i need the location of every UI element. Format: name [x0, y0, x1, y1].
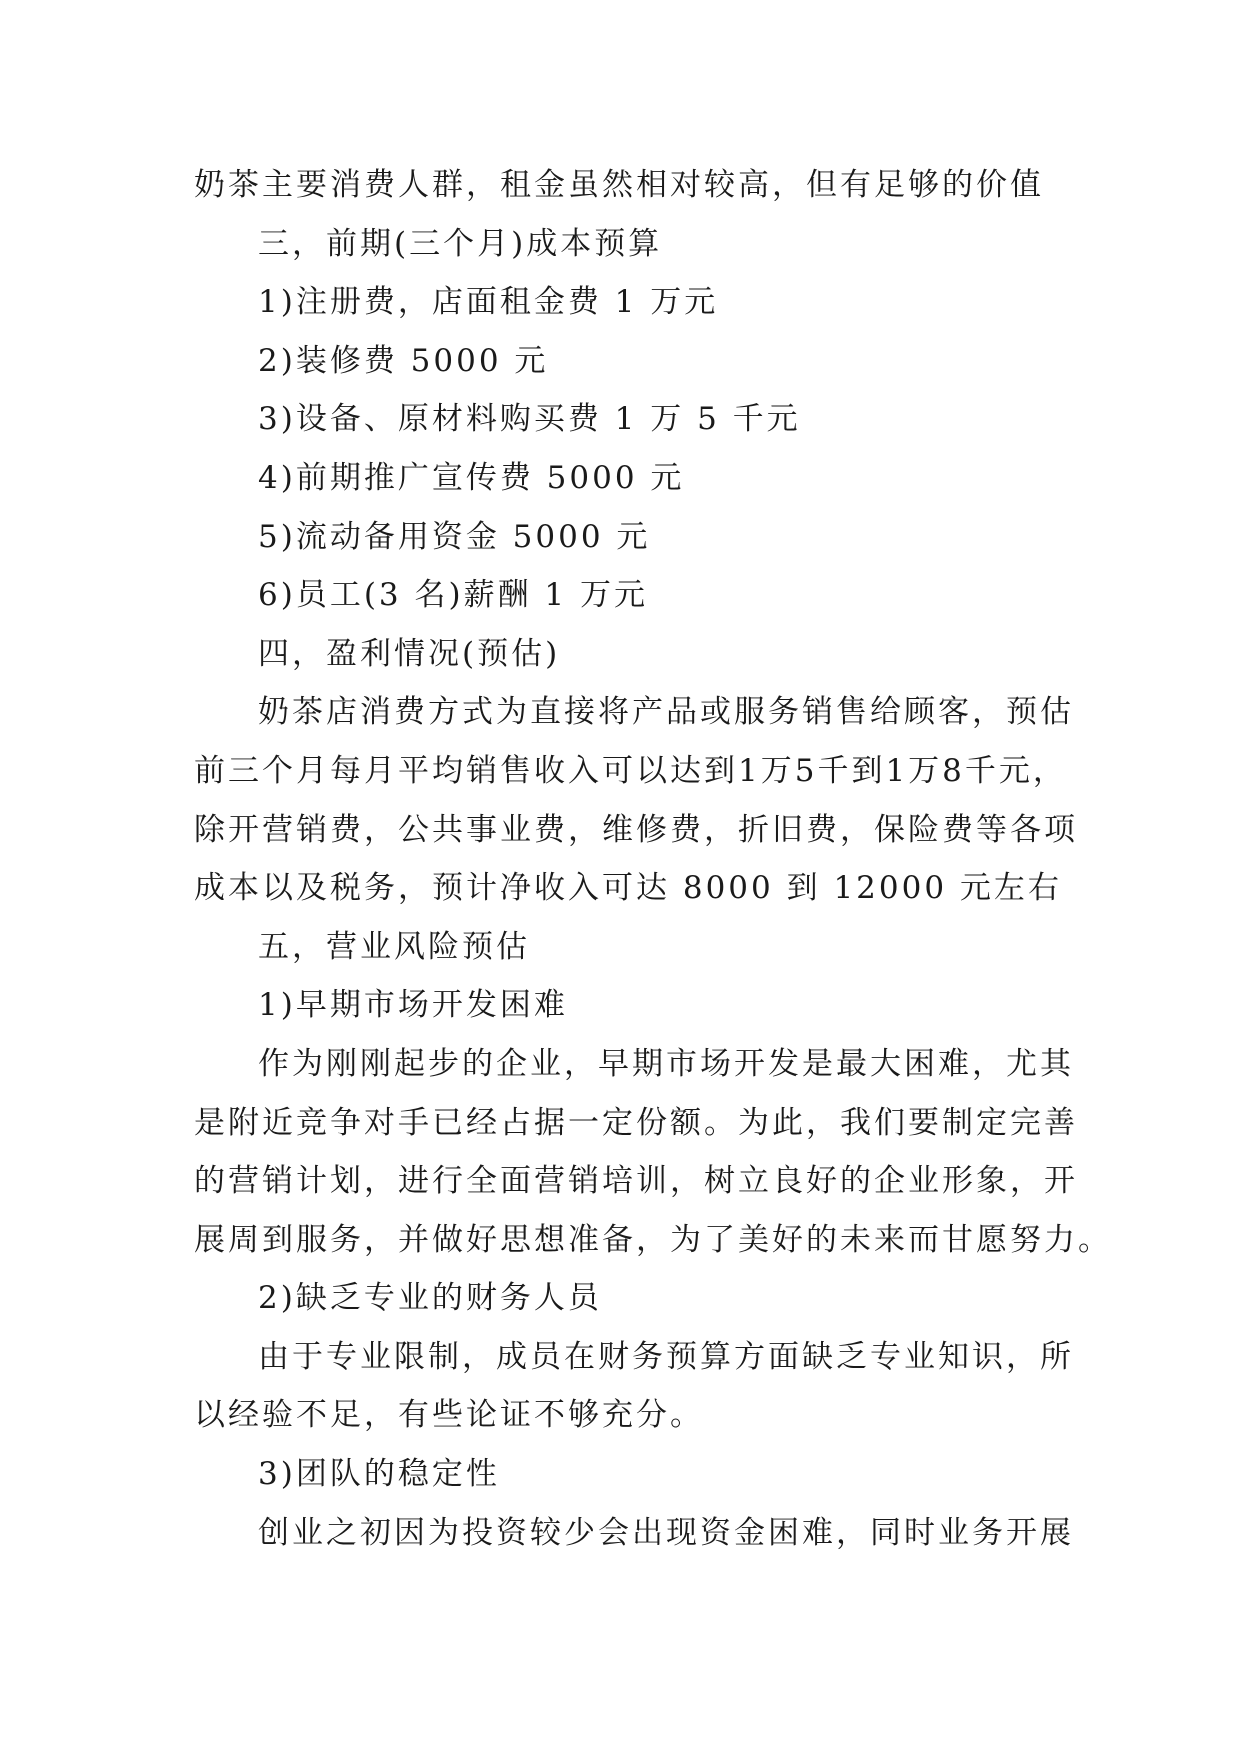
list-item: 3)设备、原材料购买费 1 万 5 千元: [258, 401, 801, 438]
paragraph-line: 是附近竞争对手已经占据一定份额。为此，我们要制定完善: [194, 1104, 1078, 1141]
paragraph-line: 除开营销费，公共事业费，维修费，折旧费，保险费等各项: [194, 811, 1078, 848]
paragraph-line: 前三个月每月平均销售收入可以达到1万5千到1万8千元，: [194, 752, 1067, 789]
paragraph-line: 作为刚刚起步的企业，早期市场开发是最大困难，尤其: [258, 1045, 1074, 1082]
list-item: 6)员工(3 名)薪酬 1 万元: [258, 577, 649, 614]
document-body: [194, 156, 1112, 1562]
list-item: 4)前期推广宣传费 5000 元: [258, 459, 685, 496]
paragraph-line: 展周到服务，并做好思想准备，为了美好的未来而甘愿努力。: [194, 1221, 1112, 1258]
paragraph-line: 的营销计划，进行全面营销培训，树立良好的企业形象，开: [194, 1163, 1078, 1200]
paragraph-line: 奶茶店消费方式为直接将产品或服务销售给顾客，预估: [258, 694, 1074, 731]
section-heading: 四，盈利情况(预估): [258, 635, 561, 672]
list-item: 5)流动备用资金 5000 元: [258, 518, 651, 555]
list-item: 1)注册费，店面租金费 1 万元: [258, 284, 719, 321]
paragraph-line: 创业之初因为投资较少会出现资金困难，同时业务开展: [258, 1514, 1074, 1551]
subsection-heading: 3)团队的稳定性: [258, 1456, 500, 1493]
list-item: 2)装修费 5000 元: [258, 342, 549, 379]
paragraph-line: 以经验不足，有些论证不够充分。: [194, 1397, 704, 1434]
subsection-heading: 2)缺乏专业的财务人员: [258, 1280, 602, 1317]
paragraph-line: 成本以及税务，预计净收入可达 8000 到 12000 元左右: [194, 870, 1062, 907]
section-heading: 五，营业风险预估: [258, 928, 530, 965]
subsection-heading: 1)早期市场开发困难: [258, 987, 568, 1024]
text-line: 奶茶主要消费人群，租金虽然相对较高，但有足够的价值: [194, 167, 1044, 203]
section-heading: 三，前期(三个月)成本预算: [258, 225, 663, 262]
paragraph-line: 由于专业限制，成员在财务预算方面缺乏专业知识，所: [258, 1338, 1074, 1375]
